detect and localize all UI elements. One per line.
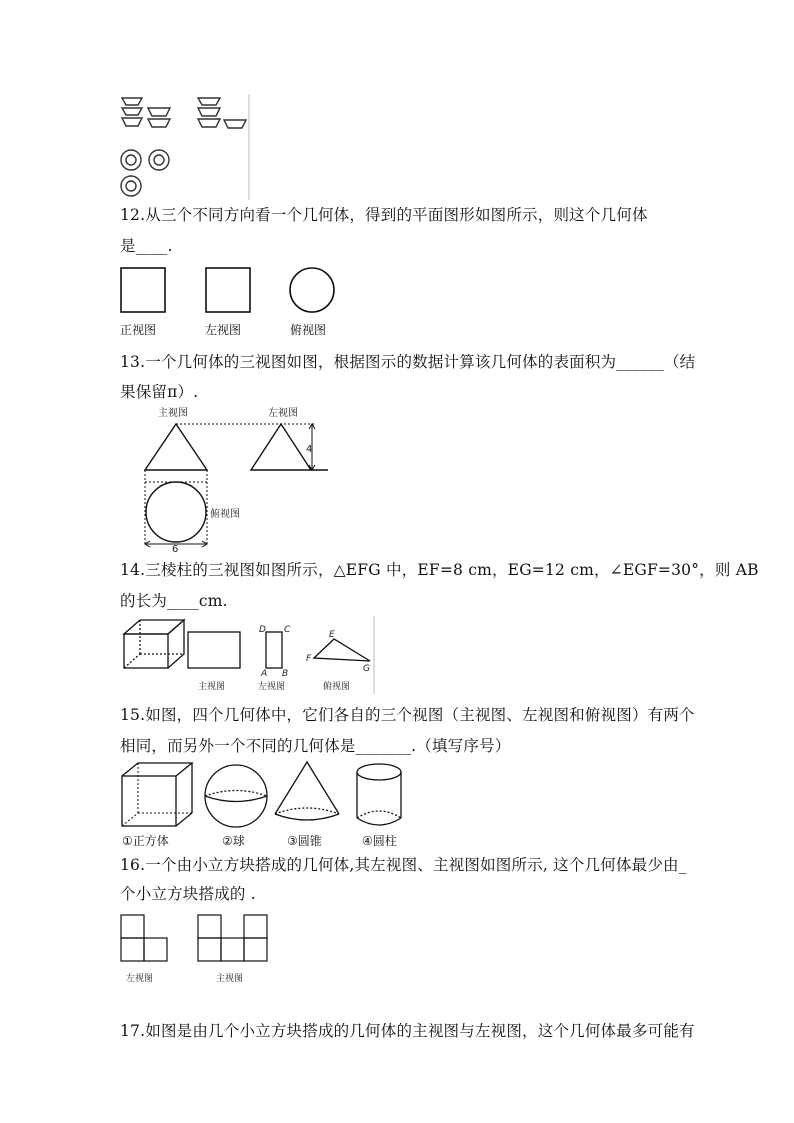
q16-text-line2: 个小立方块搭成的 . [120,885,256,903]
q16-views-figure [118,910,278,986]
q13-dim-width: 6 [172,544,179,555]
q13-label-left: 左视图 [268,408,298,419]
q12-front-view-square [121,268,165,312]
q15-caption-sphere: ②球 [222,834,245,848]
q15-sphere [205,765,267,827]
q15-caption-cylinder: ④圆柱 [362,834,397,848]
q13-text-line1: 13.一个几何体的三视图如图，根据图示的数据计算该几何体的表面积为______（结 [120,353,696,371]
q15-text-line1: 15.如图，四个几何体中，它们各自的三个视图（主视图、左视图和俯视图）有两个 [120,706,695,724]
q12-top-view-circle [290,268,334,312]
q13-label-front: 主视图 [158,408,188,419]
q12-caption-front: 正视图 [120,323,157,337]
q14-point-G: G [363,664,370,674]
q16-text-line1: 16.一个由小立方块搭成的几何体,其左视图、主视图如图所示, 这个几何体最少由_ [120,856,687,874]
q12-text-line2: 是____. [120,237,173,255]
q15-text-line2: 相同，而另外一个不同的几何体是_______.（填写序号） [120,737,511,755]
q15-caption-cube: ①正方体 [122,834,169,848]
q14-point-B: B [282,669,289,679]
q13-label-top: 俯视图 [210,509,240,520]
q15-cube-front [122,776,176,826]
q15-cone [275,762,339,814]
q14-point-D: D [259,625,266,635]
q15-solids-figure [118,760,418,830]
q14-point-F: F [306,654,312,664]
q16-label-left: 左视图 [126,974,154,984]
q11-bowls-figure [118,92,258,202]
q14-label-left: 左视图 [258,682,286,692]
q13-text-line2: 果保留π）. [120,383,199,401]
q14-text-line1: 14.三棱柱的三视图如图所示，△EFG 中，EF=8 cm，EG=12 cm，∠EGF=30°，则 AB [120,561,759,579]
q12-views-figure [118,266,348,318]
q14-prism-figure [118,614,378,696]
q15-cylinder-top [357,764,401,780]
q12-left-view-square [206,268,250,312]
q13-dim-height: 4 [306,444,313,455]
q14-label-front: 主视图 [198,682,226,692]
q14-point-A: A [261,669,268,679]
q15-caption-cone: ③圆锥 [287,834,322,848]
q12-caption-top: 俯视图 [290,323,327,337]
q12-caption-left: 左视图 [205,323,242,337]
q14-text-line2: 的长为____cm. [120,592,228,610]
q14-point-C: C [284,625,291,635]
q14-point-E: E [329,630,335,640]
q16-label-front: 主视图 [216,974,244,984]
q13-three-views-figure [138,404,338,555]
q12-text-line1: 12.从三个不同方向看一个几何体，得到的平面图形如图所示，则这个几何体 [120,206,648,224]
q17-text-line1: 17.如图是由几个小立方块搭成的几何体的主视图与左视图，这个几何体最多可能有 [120,1022,695,1040]
q14-label-top: 俯视图 [323,682,351,692]
